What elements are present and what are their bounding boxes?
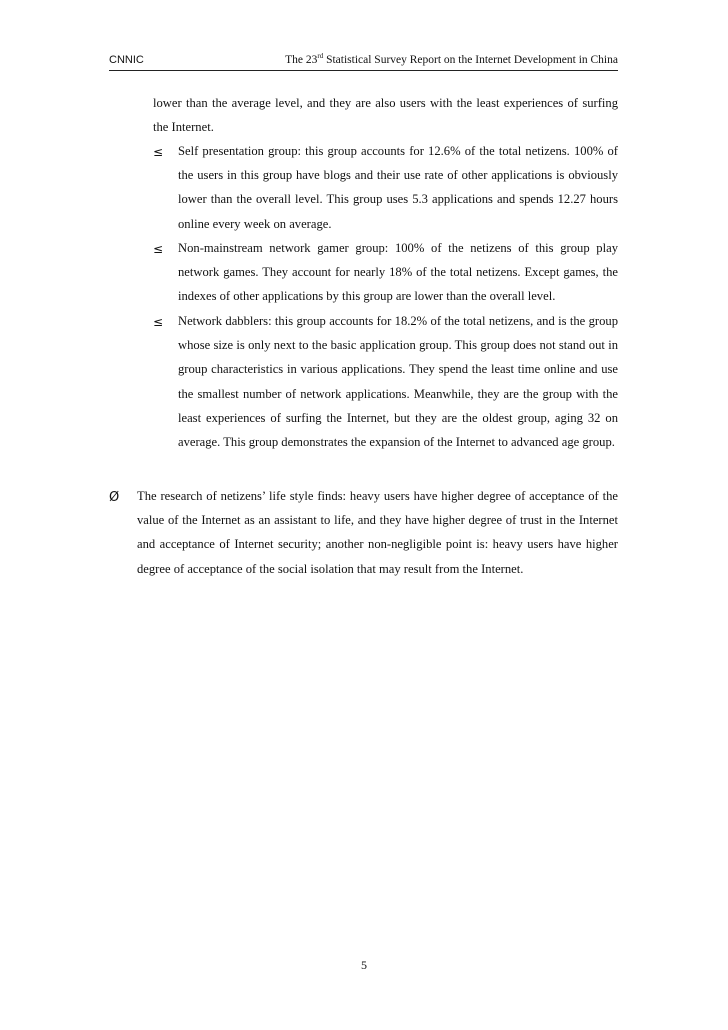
bullet-icon: ≤ [153,145,164,159]
intro-paragraph: lower than the average level, and they are also users with the least experiences of surfing the Internet. [153,96,618,135]
list-item-network-dabblers: Network dabblers: this group accounts for 18.2% of the total netizens, and is the group whose size is only next to the basic application group. This group does not stand out in group characteristics in various applications. They spend the least time online and use the smallest number of network applications. Meanwhile, they are the group with the least experiences of surfing the Internet, but they are the oldest group, aging 32 on average. This group demonstrates the expansion of the Internet to advanced age group. [178,314,618,450]
page-number: 5 [361,958,367,972]
page-header [109,52,618,71]
main-bullet-icon: Ø [109,490,120,505]
header-org: CNNIC [109,54,144,66]
bullet-icon: ≤ [153,242,164,256]
main-paragraph: The research of netizens’ life style finds: heavy users have higher degree of acceptance of the value of the Internet as an assistant to life, and they have higher degree of trust in the Internet and acceptance of Internet security; another non-negligible point is: heavy users have higher degree of acceptance of the social isolation that may result from the Internet. [137,489,618,576]
bullet-icon: ≤ [153,315,164,329]
list-item-self-presentation: Self presentation group: this group accounts for 12.6% of the total netizens. 100% of the users in this group have blogs and their use rate of other applications is obviously lower than the overall level. This group uses 5.3 applications and spends 12.27 hours online every week on average. [178,144,618,231]
list-item-gamer-group: Non-mainstream network gamer group: 100% of the netizens of this group play network games. They account for nearly 18% of the total netizens. Except games, the indexes of other applications by this group are lower than the overall level. [178,241,618,304]
header-title: The 23rd Statistical Survey Report on the Internet Development in China [285,52,618,66]
